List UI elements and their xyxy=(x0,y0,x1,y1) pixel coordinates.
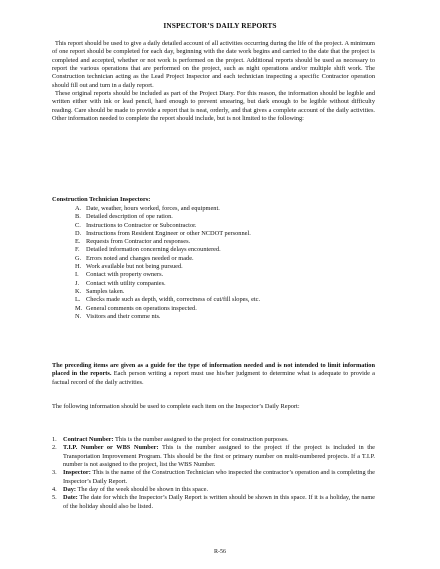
list-item xyxy=(75,246,375,254)
list-item xyxy=(75,263,375,271)
item-text: Instructions from Resident Engineer or other NCDOT personnel. xyxy=(86,229,251,237)
list-item xyxy=(75,271,375,279)
item-letter: C. xyxy=(75,221,81,229)
item-label: Day: xyxy=(63,486,77,494)
item-label: Contract Number: xyxy=(63,436,114,443)
list-item xyxy=(75,288,375,296)
item-text: This is the number assigned to the project if the project is included in the Transportation Improvement Program. This should be the first or primary number on multi-numbered projects. If a T.I.P. number is not assigned to the project, list the WBS Number. xyxy=(63,444,375,469)
item-letter: B. xyxy=(75,213,81,221)
item-letter: E. xyxy=(75,238,81,246)
inspector-items-list xyxy=(75,205,375,321)
item-text: Requests from Contractor and responses. xyxy=(86,238,191,246)
list-item xyxy=(75,230,375,238)
item-letter: H. xyxy=(75,263,82,271)
page-title: INSPECTOR’S DAILY REPORTS xyxy=(163,21,277,30)
item-label: T.I.P. Number or WBS Number: xyxy=(63,444,159,452)
list-item xyxy=(75,255,375,263)
item-number: 4. xyxy=(52,486,57,494)
list-item xyxy=(75,280,375,288)
numbered-items-list xyxy=(52,436,375,511)
intro-paragraph-2: These original reports should be included as part of the Project Diary. For this reason, the information should be legible and written either with ink or lead pencil, hard enough to prevent smearing, but dark enough to be legible without difficulty reading. Care should be made to provide a report that is neat, orderly, and that gives a complete account of the daily activities. Other information needed to complete the report should include, but is not limited to the following: xyxy=(52,90,375,123)
item-letter: A. xyxy=(75,205,82,212)
item-text: The day of the week should be shown in this space. xyxy=(76,486,209,494)
item-letter: D. xyxy=(75,229,82,237)
list-item xyxy=(75,222,375,230)
guide-paragraph xyxy=(52,362,375,387)
item-letter: J. xyxy=(75,279,80,287)
item-text: This is the number assigned to the project for construction purposes. xyxy=(113,436,289,443)
item-text: Checks made such as depth, width, correctness of cut/fill slopes, etc. xyxy=(86,296,261,304)
list-item xyxy=(75,213,375,221)
item-text: Visitors and their comme nts. xyxy=(86,312,161,320)
list-item xyxy=(52,486,375,494)
item-letter: M. xyxy=(75,304,83,312)
list-item xyxy=(52,469,375,486)
item-letter: F. xyxy=(75,246,80,254)
item-text: Errors noted and changes needed or made. xyxy=(86,254,194,262)
list-item xyxy=(75,305,375,313)
item-text: Date, weather, hours worked, forces, and equipment. xyxy=(86,205,220,212)
item-text: Detailed description of ope ration. xyxy=(86,213,173,221)
item-text: General comments on operations inspected. xyxy=(86,304,197,312)
list-item xyxy=(52,494,375,511)
following-line: The following information should be used to complete each item on the Inspector’s Daily Report: xyxy=(52,403,300,410)
list-item xyxy=(52,444,375,469)
item-number: 2. xyxy=(52,444,57,452)
list-item xyxy=(75,205,375,213)
item-text: Contact with property owners. xyxy=(86,271,164,279)
section-heading: Construction Technician Inspectors: xyxy=(52,196,151,203)
item-text: Work available but not being pursued. xyxy=(86,263,183,271)
item-text: Contact with utility companies. xyxy=(86,279,166,287)
list-item xyxy=(75,238,375,246)
guide-rest-text: Each person writing a report must use his/her judgment to determine what is adequate to provide a factual record of the daily activities. xyxy=(52,370,375,386)
item-label: Inspector: xyxy=(63,469,91,477)
item-letter: G. xyxy=(75,254,82,262)
item-letter: I. xyxy=(75,271,79,279)
intro-paragraph-1: This report should be used to give a daily detailed account of all activities occurring during the life of the project. A minimum of one report should be completed for each day, beginning with the date work begins and carried to the date that the project is completed and accepted, whether or not work is performed on the project. Additional reports should be used as necessary to report the various operations that are performed on the project, such as night operations and/or multiple shift work. The Construction technician acting as the Lead Project Inspector and each technician inspecting a specific Contractor operation should fill out and turn in a daily report. xyxy=(52,40,375,89)
list-item xyxy=(75,313,375,321)
item-number: 5. xyxy=(52,494,57,502)
page-number: R-56 xyxy=(214,549,226,555)
item-text: This is the name of the Construction Technician who inspected the contractor’s operation and is completing the Inspector’s Daily Report. xyxy=(63,469,375,485)
item-letter: N. xyxy=(75,312,82,320)
list-item xyxy=(52,436,375,444)
item-text: Samples taken. xyxy=(86,287,125,295)
item-text: Detailed information concerning delays encountered. xyxy=(86,246,221,254)
intro-section xyxy=(52,40,375,123)
item-number: 1. xyxy=(52,436,57,443)
item-text: The date for which the Inspector’s Daily Report is written should be shown in this space. If it is a holiday, the name of the holiday should also be listed. xyxy=(63,494,375,510)
item-letter: K. xyxy=(75,287,82,295)
item-text: Instructions to Contractor or Subcontractor. xyxy=(86,221,197,229)
list-item xyxy=(75,296,375,304)
item-label: Date: xyxy=(63,494,78,502)
guide-bold-text: The preceding items are given as a guide for the type of information needed and is not intended to limit information placed in the reports. xyxy=(52,362,375,378)
item-number: 3. xyxy=(52,469,57,477)
item-letter: L. xyxy=(75,296,81,304)
